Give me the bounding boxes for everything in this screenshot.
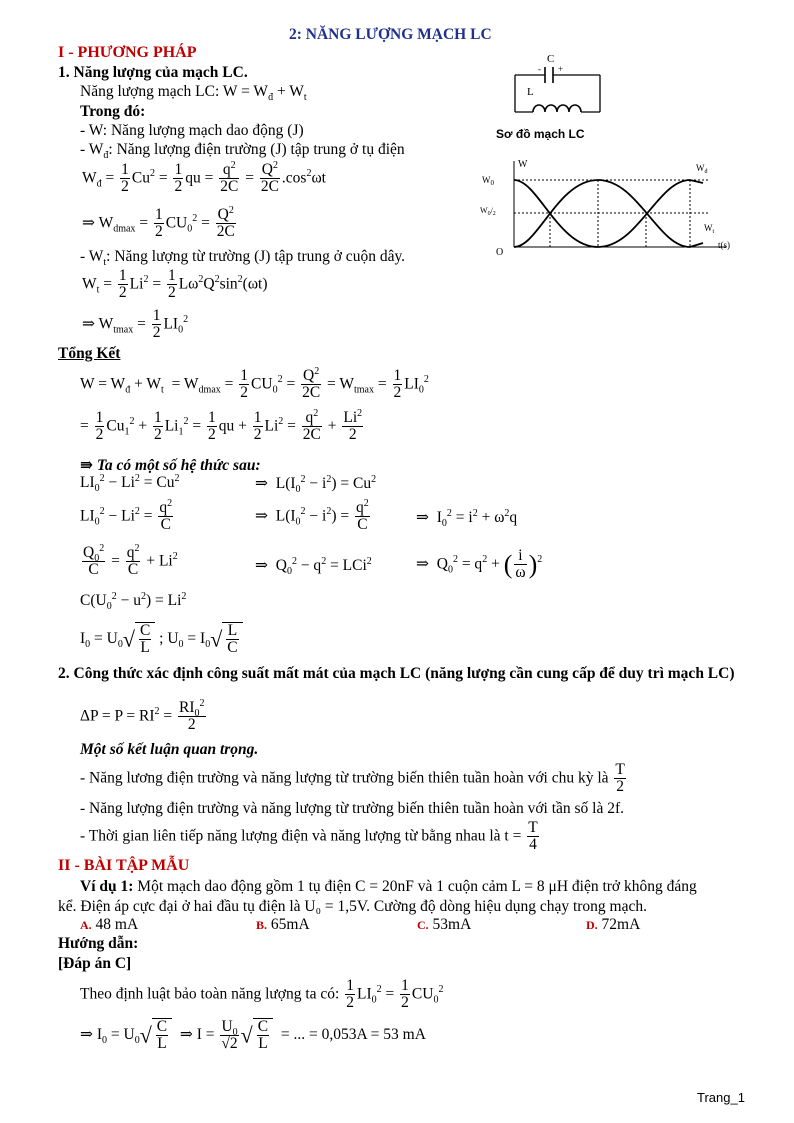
conclusion-3: - Thời gian liên tiếp năng lượng điện và năng lượng từ bằng nhau là t = $\frac{T}{4}$ [80, 819, 538, 854]
rel-1b: ⇒ $L(I_0^2 - i^2) = Cu^2$ [255, 473, 377, 496]
wtmax-formula: ⇒ $W_{tmax}$ = $\frac{1}{2}$ $LI_0^2$ [82, 307, 189, 342]
svg-text:W0/2: $W_0/_2$ [480, 206, 496, 217]
rel-2a: $LI_0^2 - Li^2$ = $\frac{q^2}{C}$ [80, 497, 173, 534]
svg-text:L: L [527, 86, 534, 98]
section-1-heading: I - PHƯƠNG PHÁP [58, 44, 197, 61]
wt-formula: $W_t$ = $\frac{1}{2}$ $Li^2$ = $\frac{1}{2}$ $L\omega^2Q^2\sin^2(\omega t)$ [82, 267, 268, 302]
conclusion-1: - Năng lương điện trường và năng lượng từ trường biến thiên tuần hoàn với chu kỳ là $\frac{T}{2}$ [80, 761, 625, 796]
svg-text:Wt: $W_t$ [704, 223, 715, 235]
page-number: Trang_1 [697, 1090, 745, 1105]
conclusion-2: - Năng lượng điện trường và năng lượng từ trường biến thiên tuần hoàn với tần số là 2f. [80, 800, 625, 817]
option-d[interactable]: D. 72mA [586, 916, 641, 933]
wt-definition: - $W_t$: Năng lượng từ trường (J) tập trung ở cuộn dây. [80, 248, 406, 269]
graph-w-label: W [518, 159, 528, 170]
tong-ket-heading: Tổng Kết [58, 345, 121, 362]
rel-1a: $LI_0^2 - Li^2 = Cu^2$ [80, 472, 180, 495]
answer-label: [Đáp án C] [58, 955, 132, 972]
rel-3c: ⇒ $Q_0^2 = q^2$ + ( $\frac{i}{\omega}$ )$^2$ [416, 547, 543, 582]
summary-formula-1: $W = W_đ + W_t = W_{dmax}$ = $\frac{1}{2}$ $CU_0^2$ = $\frac{Q^2}{2C}$ = $W_{tmax}$ = $\frac{1}{2}$ $LI_0^2$ [80, 365, 429, 402]
w-definition: - W: Năng lượng mạch dao động (J) [80, 122, 304, 139]
wd-definition: - $W_đ$: Năng lượng điện trường (J) tập trung ở tụ điện [80, 141, 405, 162]
page-title: 2: NĂNG LƯỢNG MẠCH LC [289, 26, 492, 43]
rel-4: $C(U_0^2 - u^2) = Li^2$ [80, 590, 187, 613]
energy-graph [478, 155, 748, 260]
example-text: Ví dụ 1: Một mạch dao động gồm 1 tụ điện C = 20nF và 1 cuộn cảm L = 8 μH điện trở không đáng kể. Điện áp cực đại ở hai đầu tụ điện là U₀ = 1,5V. Cường độ dòng hiệu dụng chạy trong mạch. [58, 878, 697, 915]
conclusions-heading: Một số kết luận quan trọng. [80, 741, 259, 758]
wd-formula: $W_đ$ = $\frac{1}{2}$ $Cu^2$ = $\frac{1}{2}$ qu = $\frac{q^2}{2C}$ = $\frac{Q^2}{2C}$ $.\cos^2\omega t$ [82, 159, 326, 196]
energy-line: Năng lượng mạch LC: $W = W_đ + W_t$ [80, 83, 307, 104]
svg-text:W0: $W_0$ [482, 175, 494, 187]
wdmax-formula: ⇒ $W_{dmax}$ = $\frac{1}{2}$ $CU_0^2$ = $\frac{Q^2}{2C}$ [82, 204, 235, 241]
rel-3a: $\frac{Q_0^2}{C}$ = $\frac{q^2}{C}$ + $Li^2$ [83, 542, 178, 579]
option-b[interactable]: B. 65mA [256, 916, 310, 933]
option-c[interactable]: C. 53mA [417, 916, 472, 933]
summary-formula-2: = $\frac{1}{2}$ $Cu_1^2$ + $\frac{1}{2}$ $Li_1^2$ = $\frac{1}{2}$ qu + $\frac{1}{2}$ $Li^2$ = $\frac{q^2}{2C}$ + $\frac{Li^2}{2}$ [80, 407, 363, 444]
trong-do: Trong đó: [80, 103, 146, 120]
svg-text:t(s): t(s) [718, 240, 730, 250]
rel-2c: ⇒ $I_0^2 = i^2 + \omega^2q$ [416, 507, 518, 530]
rel-2b: ⇒ $L(I_0^2 - i^2)$ = $\frac{q^2}{C}$ [255, 497, 369, 534]
rel-3b: ⇒ $Q_0^2 - q^2 = LCi^2$ [255, 555, 372, 578]
circuit-caption: Sơ đồ mạch LC [496, 127, 585, 141]
svg-text:O: O [496, 247, 504, 258]
relations-heading: ⇛ Ta có một số hệ thức sau: [80, 457, 261, 474]
solution-line-2: ⇒ $I_0 = U_0√$ $\frac{C}{L}$ ⇒ I = $\frac{U_0}{√2}$ √ $\frac{C}{L}$ = ... = 0,053A = 53 mA [80, 1017, 426, 1053]
svg-text:Wđ: $W_đ$ [696, 163, 708, 175]
solution-line-1: Theo định luật bảo toàn năng lượng ta có: $\frac{1}{2}$ $LI_0^2$ = $\frac{1}{2}$ $CU_0^2$ [80, 977, 444, 1012]
svg-text:C: C [547, 53, 555, 65]
section-2-heading: II - BÀI TẬP MẪU [58, 857, 190, 874]
huong-dan: Hướng dẫn: [58, 935, 139, 952]
subheading-2: 2. Công thức xác định công suất mất mát của mạch LC (năng lượng cần cung cấp để duy trì mạch LC) [58, 665, 735, 682]
svg-text:+: + [558, 64, 564, 74]
i0-u0-relation: $I_0 = U_0√$ $\frac{C}{L}$ ; $U_0 = I_0√$ $\frac{L}{C}$ [80, 622, 243, 657]
svg-text:-: - [538, 64, 541, 74]
power-loss-formula: $\Delta P = P = RI^2$ = $\frac{RI_0^2}{2}$ [80, 697, 205, 734]
subheading-1: 1. Năng lượng của mạch LC. [58, 64, 248, 81]
option-a[interactable]: A. 48 mA [80, 916, 139, 933]
